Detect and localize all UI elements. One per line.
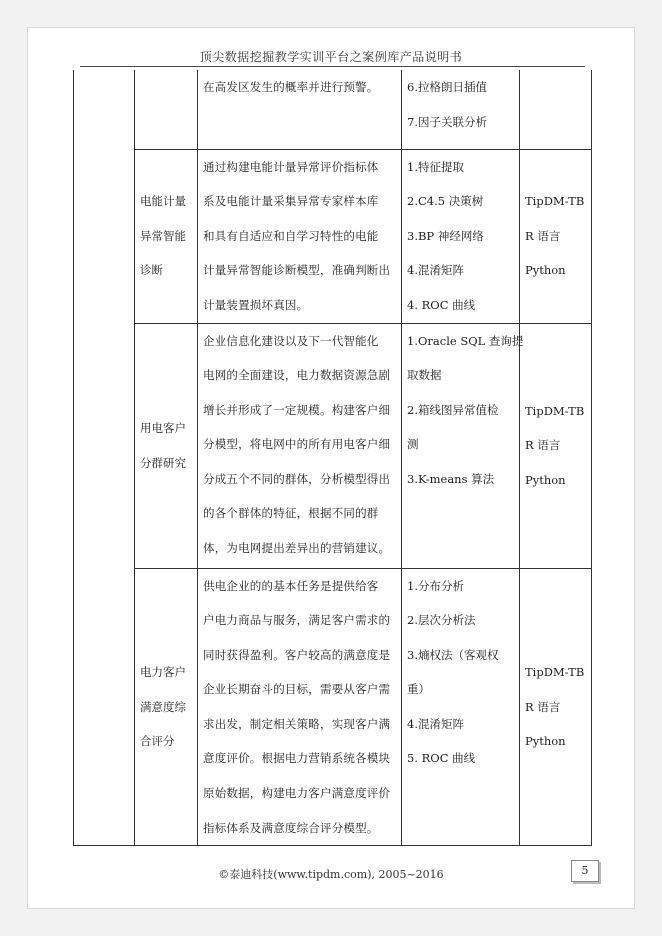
methods-cell-line: 3.K-means 算法 <box>407 471 495 486</box>
tools-cell-line: Python <box>525 472 566 487</box>
description-cell-line: 系及电能计量采集异常专家样本库 <box>203 194 379 209</box>
description-cell-line: 计量异常智能诊断模型，准确判断出 <box>203 263 391 278</box>
case-name-cell-line: 合评分 <box>140 734 175 749</box>
case-name-cell <box>135 323 198 568</box>
description-cell-line: 体，为电网提出差异出的营销建议。 <box>203 541 391 556</box>
methods-cell-line: 1.Oracle SQL 查询提 <box>407 333 524 348</box>
tools-cell-line: Python <box>525 734 566 749</box>
table-row <box>74 568 592 846</box>
methods-cell <box>402 323 524 568</box>
methods-cell <box>402 568 520 846</box>
methods-cell-line: 5. ROC 曲线 <box>407 751 476 766</box>
footer-copyright: ©泰迪科技(www.tipdm.com), 2005~2016 <box>218 868 444 881</box>
methods-cell-line: 测 <box>407 437 419 452</box>
tools-cell-line: TipDM-TB <box>525 403 585 418</box>
header-rule <box>80 66 585 67</box>
tools-cell-line: TipDM-TB <box>525 664 585 679</box>
description-cell-line: 分成五个不同的群体，分析模型得出 <box>203 471 391 486</box>
methods-cell-line: 4.混淆矩阵 <box>407 716 464 731</box>
methods-cell-line: 重） <box>407 682 430 697</box>
methods-cell-line: 1.特征提取 <box>407 159 464 174</box>
tools-cell <box>520 70 592 149</box>
methods-cell-line: 2.层次分析法 <box>407 613 476 628</box>
case-table <box>73 70 592 846</box>
case-name-cell-line: 满意度综 <box>140 699 186 714</box>
methods-cell-line: 7.因子关联分析 <box>407 114 487 129</box>
description-cell <box>198 149 402 323</box>
description-cell-line: 电网的全面建设，电力数据资源急剧 <box>203 368 391 383</box>
methods-cell-line: 3.熵权法（客观权 <box>407 647 499 662</box>
case-name-cell <box>135 149 198 323</box>
description-cell-line: 计量装置损坏真因。 <box>203 297 309 312</box>
tools-cell-line: Python <box>525 263 566 278</box>
methods-cell-line: 6.拉格朗日插值 <box>407 80 487 94</box>
description-cell <box>198 70 402 149</box>
description-cell-line: 通过构建电能计量异常评价指标体 <box>203 159 379 174</box>
description-cell-line: 和具有自适应和自学习特性的电能 <box>203 228 379 243</box>
description-cell-line: 的各个群体的特征，根据不同的群 <box>203 506 379 521</box>
methods-cell <box>402 70 520 149</box>
case-name-cell-line: 诊断 <box>140 263 163 278</box>
tools-cell <box>520 323 592 568</box>
methods-cell-line: 2.箱线图异常值检 <box>407 402 499 417</box>
methods-cell-line: 取数据 <box>407 368 442 383</box>
tools-cell <box>520 568 592 846</box>
tools-cell <box>520 149 592 323</box>
description-cell-line: 指标体系及满意度综合评分模型。 <box>203 820 379 835</box>
description-cell-line: 在高发区发生的概率并进行预警。 <box>203 80 379 94</box>
case-name-cell-line: 用电客户 <box>140 420 186 435</box>
methods-cell-line: 1.分布分析 <box>407 578 464 593</box>
methods-cell-line: 2.C4.5 决策树 <box>407 194 484 209</box>
description-cell-line: 企业长期奋斗的目标，需要从客户需 <box>203 682 391 697</box>
description-cell-line: 供电企业的的基本任务是提供给客 <box>203 578 379 593</box>
category-cell <box>74 70 135 846</box>
tools-cell-line: R 语言 <box>525 438 561 453</box>
description-cell <box>198 568 402 846</box>
description-cell <box>198 323 402 568</box>
case-name-cell <box>135 568 198 846</box>
tools-cell-line: R 语言 <box>525 699 561 714</box>
methods-cell <box>402 149 520 323</box>
case-name-cell <box>135 70 198 149</box>
case-name-cell-line: 异常智能 <box>140 228 186 243</box>
case-name-cell-line: 分群研究 <box>140 455 186 470</box>
table-row <box>74 70 592 149</box>
case-name-cell-line: 电力客户 <box>140 664 186 679</box>
description-cell-line: 原始数据，构建电力客户满意度评价 <box>203 786 391 801</box>
description-cell-line: 增长并形成了一定规模。构建客户细 <box>203 402 391 417</box>
table-row <box>74 149 592 323</box>
description-cell-line <box>203 105 396 140</box>
description-cell-line: 分模型，将电网中的所有用电客户细 <box>203 437 391 452</box>
table-row <box>74 323 592 568</box>
page-number: 5 <box>571 860 599 882</box>
methods-cell-line: 4. ROC 曲线 <box>407 297 476 312</box>
description-cell-line: 意度评价。根据电力营销系统各模块 <box>203 751 391 766</box>
description-cell-line: 户电力商品与服务，满足客户需求的 <box>203 613 391 628</box>
tools-cell-line: TipDM-TB <box>525 194 585 209</box>
methods-cell-line: 4.混淆矩阵 <box>407 263 464 278</box>
description-cell-line: 同时获得盈利。客户较高的满意度是 <box>203 647 391 662</box>
page-header: 顶尖数据挖掘教学实训平台之案例库产品说明书 <box>199 50 463 64</box>
methods-cell-line: 3.BP 神经网络 <box>407 228 484 243</box>
description-cell-line: 求出发，制定相关策略，实现客户满 <box>203 716 391 731</box>
case-name-cell-line: 电能计量 <box>140 194 186 209</box>
tools-cell-line: R 语言 <box>525 228 561 243</box>
description-cell-line: 企业信息化建设以及下一代智能化 <box>203 333 379 348</box>
